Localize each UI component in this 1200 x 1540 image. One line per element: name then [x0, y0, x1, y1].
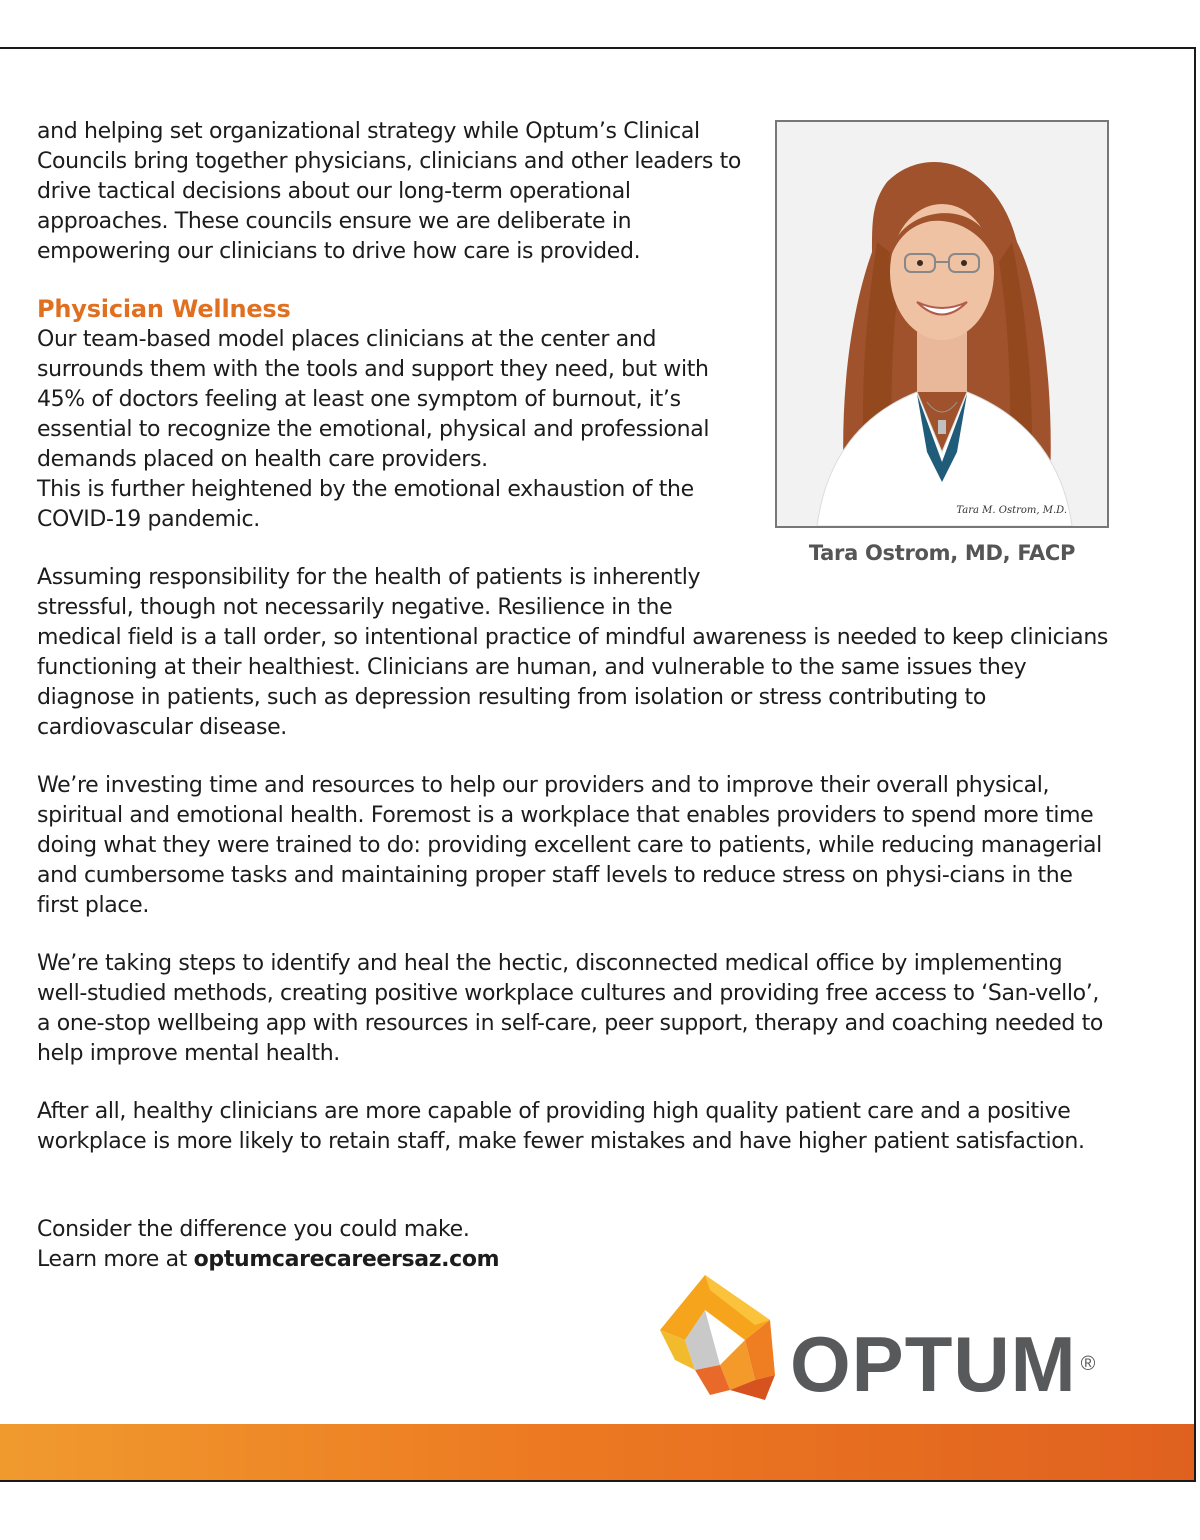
coat-signature: Tara M. Ostrom, M.D. — [956, 505, 1067, 516]
wellness-paragraph-2-start: Assuming responsibility for the health of patients is inherently stressful, though not necessarily negative. Resilience in the — [37, 565, 701, 620]
wellness-paragraph-3: We’re investing time and resources to help our providers and to improve their overall physical, spiritual and emotional health. Foremost is a workplace that enables providers to spend more time doing what they were trained to do: providing excellent care to patients, while reducing managerial and cumbersome tasks and maintaining proper staff levels to reduce stress on physi-cians in the first place. — [37, 773, 1102, 918]
portrait-photo — [775, 120, 1109, 528]
closing-block — [37, 1215, 837, 1275]
logo-wordmark — [790, 1320, 1097, 1408]
wellness-paragraph-2 — [37, 563, 1117, 743]
optum-logo — [655, 1270, 1115, 1410]
wellness-paragraph-1: Our team-based model places clinicians at the center and surrounds them with the tools and support they need, but with 45% of doctors feeling at least one symptom of burnout, it’s essential to recognize the emotional, physical and professional demands placed on health care providers. This is further heightened by the emotional exhaustion of the COVID-19 pandemic. — [37, 327, 710, 532]
portrait-image — [777, 122, 1107, 526]
wellness-paragraph-4: We’re taking steps to identify and heal the hectic, disconnected medical office by implementing well-studied methods, creating positive workplace cultures and providing free access to ‘San-vello’, a one-stop wellbeing app with resources in self-care, peer support, therapy and coaching needed to help improve mental health. — [37, 951, 1103, 1066]
logo-text: OPTUM — [790, 1320, 1077, 1408]
page-frame — [0, 47, 1196, 1482]
closing-line: Consider the difference you could make. — [37, 1217, 470, 1242]
section-heading: Physician Wellness — [37, 295, 291, 323]
registered-mark: ® — [1080, 1353, 1097, 1375]
photo-caption: Tara Ostrom, MD, FACP — [808, 541, 1076, 565]
learn-more-prefix: Learn more at — [37, 1247, 194, 1272]
intro-paragraph: and helping set organizational strategy while Optum’s Clinical Councils bring together physicians, clinicians and other leaders to drive tactical decisions about our long-term operational approaches. These councils ensure we are deliberate in empowering our clinicians to drive how care is provided. — [37, 119, 742, 264]
wellness-paragraph-5: After all, healthy clinicians are more capable of providing high quality patient care and a positive workplace is more likely to retain staff, make fewer mistakes and have higher patient satisfaction. — [37, 1099, 1085, 1154]
careers-link[interactable]: optumcarecareersaz.com — [193, 1247, 500, 1272]
wellness-paragraph-2-rest: medical field is a tall order, so intentional practice of mindful awareness is needed to keep clinicians functioning at their healthiest. Clinicians are human, and vulnerable to the same issues they diagnose in patients, such as depression resulting from isolation or stress contributing to cardiovascular disease. — [37, 625, 1109, 740]
footer-orange-bar — [0, 1424, 1194, 1480]
